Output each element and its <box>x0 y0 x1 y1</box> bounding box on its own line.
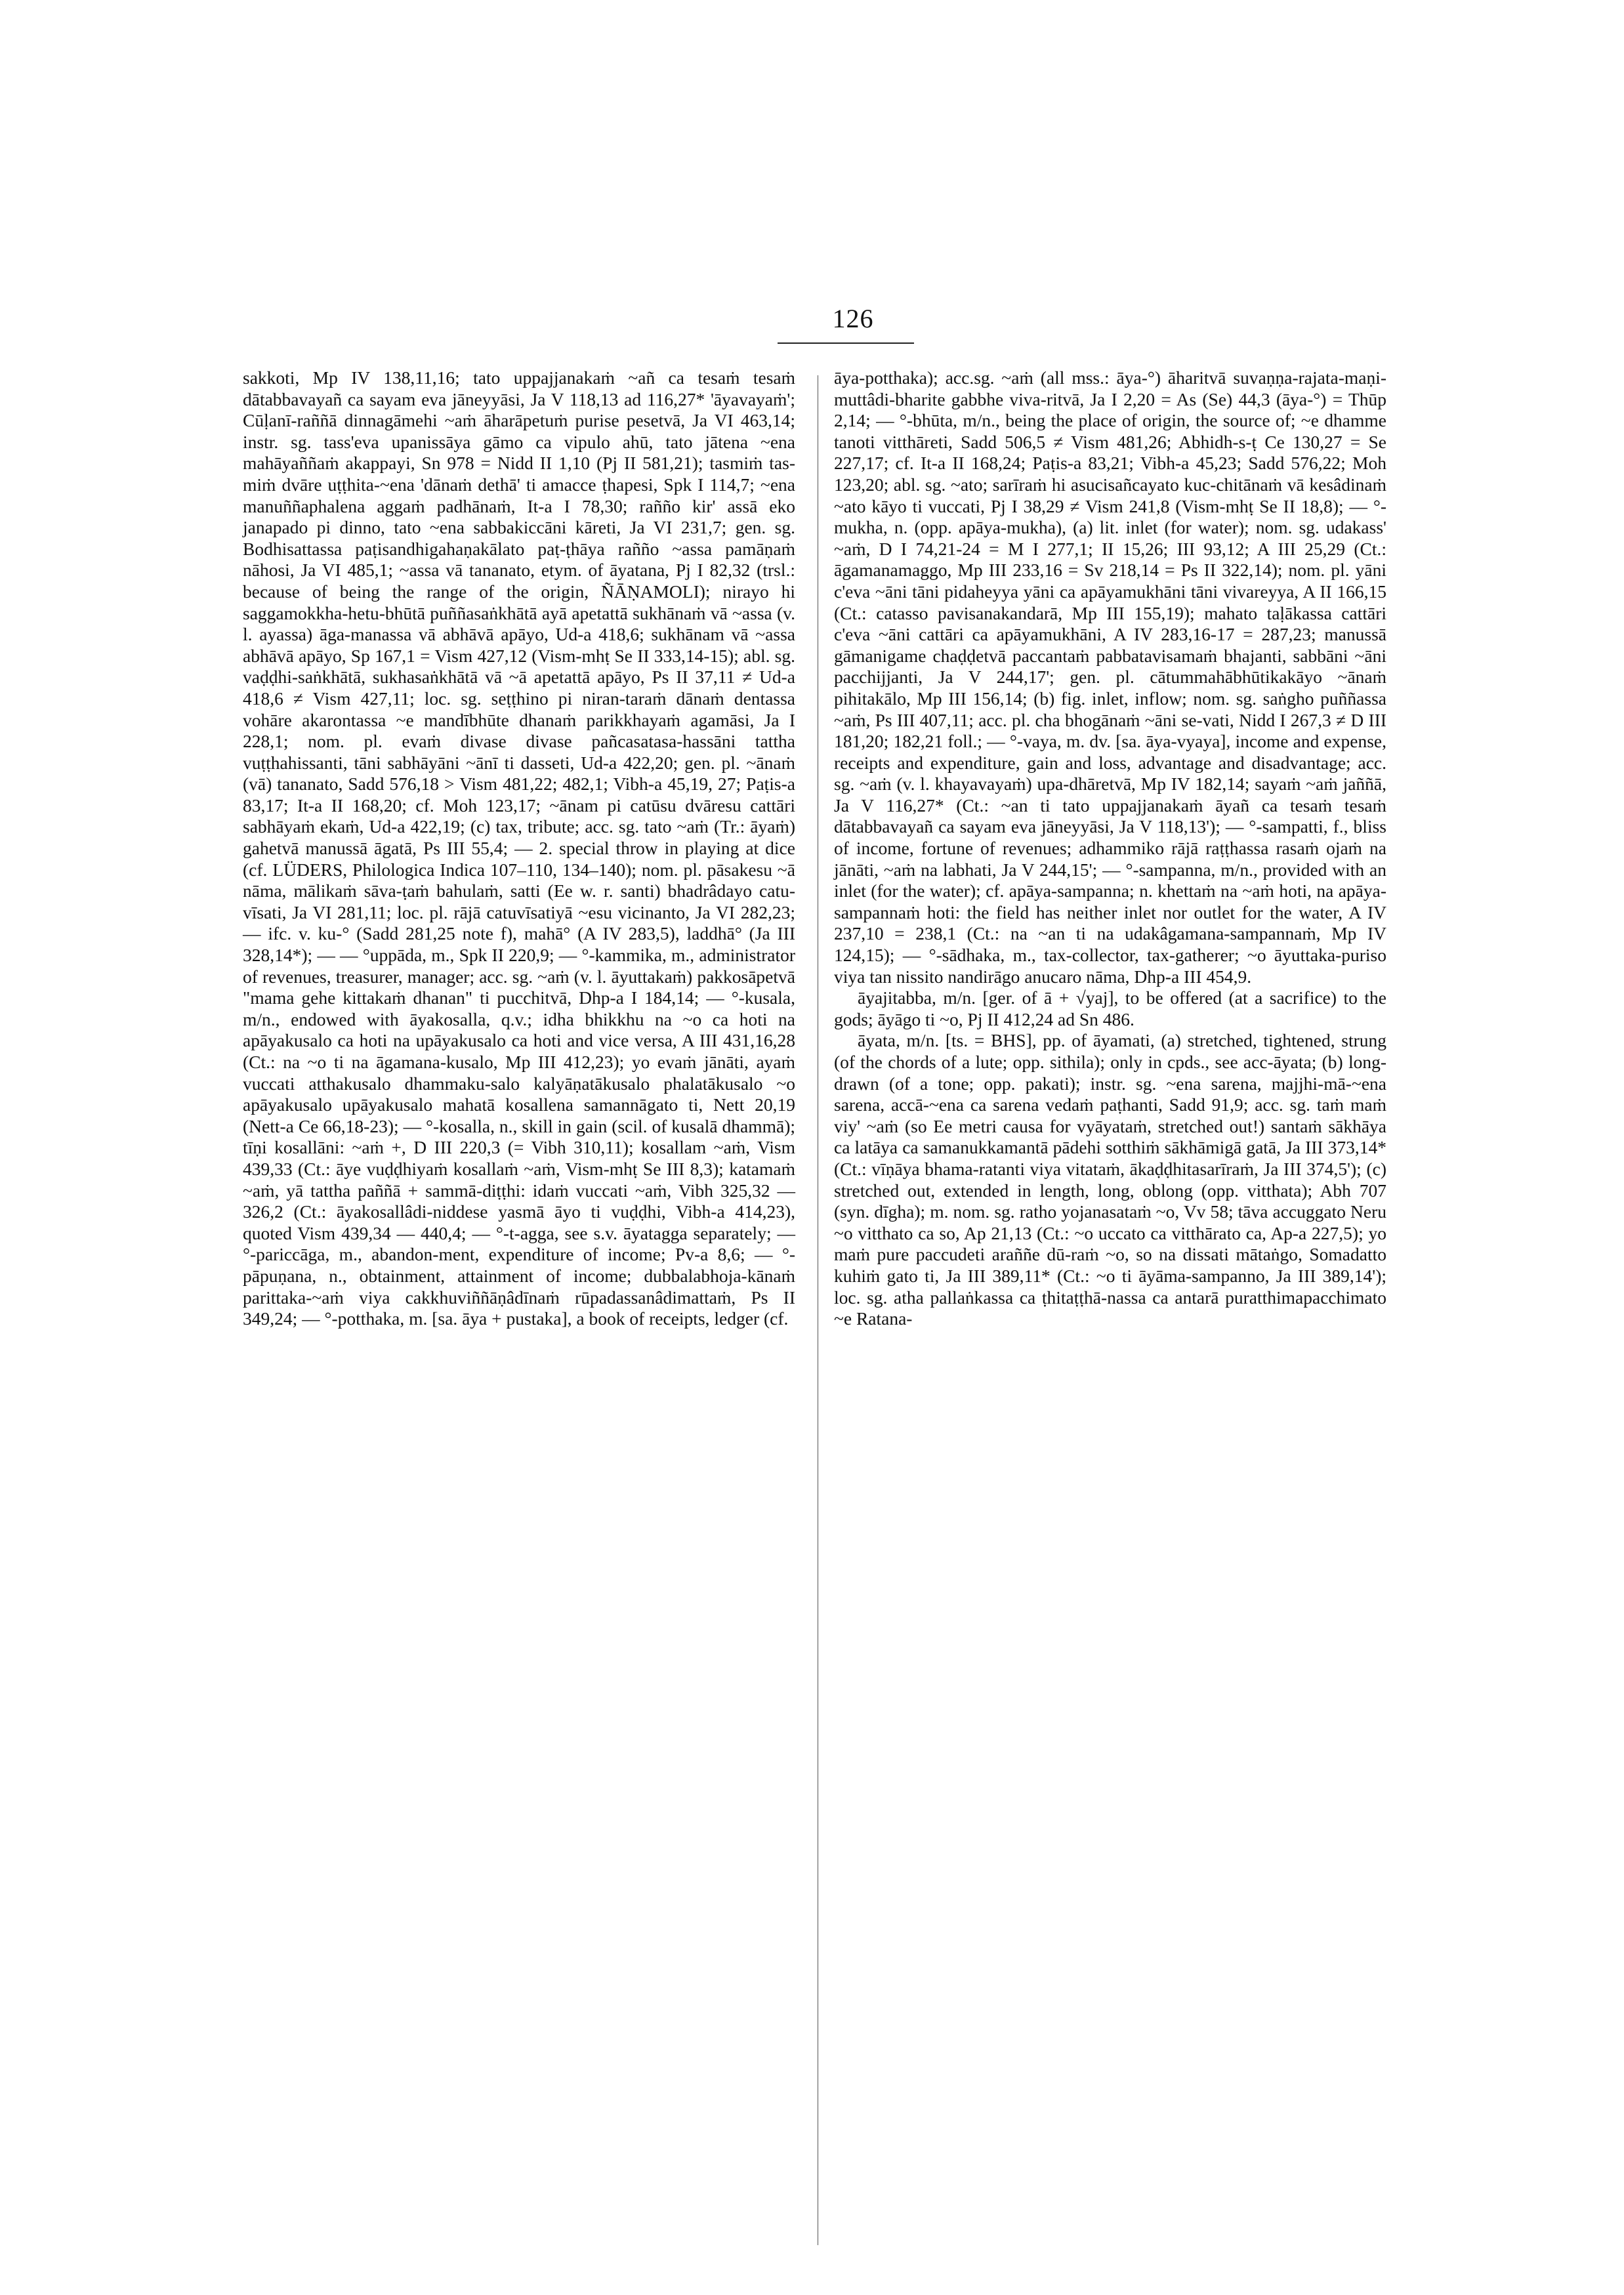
right-column <box>834 367 1386 1330</box>
left-column <box>243 367 795 1330</box>
left-column-text: sakkoti, Mp IV 138,11,16; tato uppajjanakaṁ ~añ ca tesaṁ tesaṁ dātabbavayañ ca sayam eva jāneyyāsi, Ja V 118,13 ad 116,27* 'āyavayaṁ'; Cūḷanī-raññā dinnagāmehi ~aṁ āharāpetuṁ purise pesetvā, Ja VI 463,14; instr. sg. tass'eva upanissāya gāmo ca vipulo ahū, tato jātena ~ena mahāyaññaṁ akappayi, Sn 978 = Nidd II 1,10 (Pj II 581,21); tasmiṁ tas-miṁ dvāre uṭṭhita-~ena 'dānaṁ dethā' ti amacce ṭhapesi, Spk I 114,7; ~ena manuññaphalena aggaṁ padhānaṁ, It-a I 78,30; rañño kir' assā eko janapado pi dinno, tato ~ena sabbakiccāni kāreti, Ja VI 231,7; gen. sg. Bodhisattassa paṭisandhigahaṇakālato paṭ-ṭhāya rañño ~assa pamāṇaṁ nāhosi, Ja VI 485,1; ~assa vā tananato, etym. of āyatana, Pj I 82,32 (trsl.: because of being the range of the origin, ÑĀṆAMOLI); nirayo hi saggamokkha-hetu-bhūtā puññasaṅkhātā ayā apetattā sukhānaṁ vā ~assa (v. l. ayassa) āga-manassa vā abhāvā apāyo, Ud-a 418,6; sukhānam vā ~assa abhāvā apāyo, Sp 167,1 = Vism 427,12 (Vism-mhṭ Se II 333,14-15); abl. sg. vaḍḍhi-saṅkhātā, sukhasaṅkhātā vā ~ā apetattā apāyo, Ps II 37,11 ≠ Ud-a 418,6 ≠ Vism 427,11; loc. sg. seṭṭhino pi niran-taraṁ dānaṁ dentassa vohāre akarontassa ~e mandībhūte dhanaṁ parikkhayaṁ agamāsi, Ja I 228,1; nom. pl. evaṁ divase divase pañcasatasa-hassāni tattha vuṭṭhahissanti, tāni sabhāyāni ~ānī ti dasseti, Ud-a 422,20; gen. pl. ~ānaṁ (vā) tananato, Sadd 576,18 > Vism 481,22; 482,1; Vibh-a 45,19, 27; Paṭis-a 83,17; It-a II 168,20; cf. Moh 123,17; ~ānam pi catūsu dvāresu cattāri sabhāyaṁ ekaṁ, Ud-a 422,19; (c) tax, tribute; acc. sg. tato ~aṁ (Tr.: āyaṁ) gahetvā manussā āgatā, Ps III 55,4; — 2. special throw in playing at dice (cf. LÜDERS, Philologica Indica 107–110, 134–140); nom. pl. pāsakesu ~ā nāma, mālikaṁ sāva-ṭaṁ bahulaṁ, satti (Ee w. r. santi) bhadrâdayo catu-vīsati, Ja VI 281,11; loc. pl. rājā catuvīsatiyā ~esu vicinanto, Ja VI 282,23; — ifc. v. ku-° (Sadd 281,25 note f), mahā° (A IV 283,5), laddhā° (Ja III 328,14*); — — °uppāda, m., Spk II 220,9; — °-kammika, m., administrator of revenues, treasurer, manager; acc. sg. ~aṁ (v. l. āyuttakaṁ) pakkosāpetvā "mama gehe kittakaṁ dhanan" ti pucchitvā, Dhp-a I 184,14; — °-kusala, m/n., endowed with āyakosalla, q.v.; idha bhikkhu na ~o ca hoti na apāyakusalo ca hoti na upāyakusalo ca hoti and vice versa, A III 431,16,28 (Ct.: na ~o ti na āgamana-kusalo, Mp III 412,23); yo evaṁ jānāti, ayaṁ vuccati atthakusalo dhammaku-salo kalyāṇatākusalo phalatākusalo ~o apāyakusalo upāyakusalo mahatā kosallena samannāgato ti, Nett 20,19 (Nett-a Ce 66,18-23); — °-kosalla, n., skill in gain (scil. of kusalā dhammā); tīṇi kosallāni: ~aṁ +, D III 220,3 (= Vibh 310,11); kosallam ~aṁ, Vism 439,33 (Ct.: āye vuḍḍhiyaṁ kosallaṁ ~aṁ, Vism-mhṭ Se III 8,3); katamaṁ ~aṁ, yā tattha paññā + sammā-diṭṭhi: idaṁ vuccati ~aṁ, Vibh 325,32 — 326,2 (Ct.: āyakosallâdi-niddese yasmā āyo ti vuḍḍhi, Vibh-a 414,23), quoted Vism 439,34 — 440,4; — °-t-agga, see s.v. āyatagga separately; — °-pariccāga, m., abandon-ment, expenditure of income; Pv-a 8,6; — °-pāpuṇana, n., obtainment, attainment of income; dubbalabhoja-kānaṁ parittaka-~aṁ viya cakkhuviññāṇâdīnaṁ rūpadassanâdimattaṁ, Ps II 349,24; — °-potthaka, m. [sa. āya + pustaka], a book of receipts, ledger (cf. <box>243 367 795 1329</box>
entry-aya-continued: āya-potthaka); acc.sg. ~aṁ (all mss.: āya-°) āharitvā suvaṇṇa-rajata-maṇi-muttâdi-bharite gabbhe viva-ritvā, Ja I 2,20 = As (Se) 44,3 (āya-°) = Thūp 2,14; — °-bhūta, m/n., being the place of origin, the source of; ~e dhamme tanoti vitthāreti, Sadd 506,5 ≠ Vism 481,26; Abhidh-s-ṭ Ce 130,27 = Se 227,17; cf. It-a II 168,24; Paṭis-a 83,21; Vibh-a 45,23; Sadd 576,22; Moh 123,20; abl. sg. ~ato; sarīraṁ hi asucisañcayato kuc-chitānaṁ vā kesâdinaṁ ~ato kāyo ti vuccati, Pj I 38,29 ≠ Vism 241,8 (Vism-mhṭ Se II 18,8); — °-mukha, n. (opp. apāya-mukha), (a) lit. inlet (for water); nom. sg. udakass' ~aṁ, D I 74,21-24 = M I 277,1; II 15,26; III 93,12; A III 25,29 (Ct.: āgamanamaggo, Mp III 233,16 = Sv 218,14 = Ps II 322,14); nom. pl. yāni c'eva ~āni tāni pidaheyya yāni ca apāyamukhāni tāni vivareyya, A II 166,15 (Ct.: catasso pavisanakandarā, Mp III 155,19); mahato taḷākassa cattāri c'eva ~āni cattāri ca apāyamukhāni, A IV 283,16-17 = 287,23; manussā gāmanigame chaḍḍetvā paccantaṁ pabbatavisamaṁ bhajanti, sabbāni ~āni pacchijjanti, Ja V 244,17'; gen. pl. cātummahābhūtikakāyo ~ānaṁ pihitakālo, Mp III 156,14; (b) fig. inlet, inflow; nom. sg. saṅgho puññassa ~aṁ, Ps III 407,11; acc. pl. cha bhogānaṁ ~āni se-vati, Nidd I 267,3 ≠ D III 181,20; 182,21 foll.; — °-vaya, m. dv. [sa. āya-vyaya], income and expense, receipts and expenditure, gain and loss, advantage and disadvantage; acc. sg. ~aṁ (v. l. khayavayaṁ) upa-dhāretvā, Mp IV 182,14; sayaṁ ~aṁ jaññā, Ja V 116,27* (Ct.: ~an ti tato uppajjanakaṁ āyañ ca tesaṁ tesaṁ dātabbavayañ ca sayam eva jāneyyāsi, Ja V 118,13'); — °-sampatti, f., bliss of income, fortune of revenues; adhammiko rājā raṭṭhassa rasaṁ ojaṁ na jānāti, ~aṁ na labhati, Ja V 244,15'; — °-sampanna, m/n., provided with an inlet (for the water); cf. apāya-sampanna; n. khettaṁ na ~aṁ hoti, na apāya-sampannaṁ hoti: the field has neither inlet nor outlet for the water, A IV 237,10 = 238,1 (Ct.: na ~an ti na udakâgamana-sampannaṁ, Mp IV 124,15); — °-sādhaka, m., tax-collector, tax-gatherer; ~o āyuttaka-puriso viya tan nissito nandirāgo anucaro nāma, Dhp-a III 454,9. <box>834 367 1386 987</box>
page-number: 126 <box>832 304 874 333</box>
entry-ayata: āyata, m/n. [ts. = BHS], pp. of āyamati, (a) stretched, tightened, strung (of the chords of a lute; opp. sithila); only in cpds., see acc-āyata; (b) long-drawn (of a tone; opp. pakati); instr. sg. ~ena sarena, majjhi-mā-~ena sarena, accā-~ena ca sarena vedaṁ paṭhanti, Sadd 91,9; acc. sg. taṁ maṁ viy' ~aṁ (so Ee metri causa for vyāyataṁ, stretched out!) santaṁ sākhāya ca latāya ca samanukkamantā pādehi sotthiṁ sākhāmigā gatā, Ja III 373,14* (Ct.: vīṇāya bhama-ratanti viya vitataṁ, ākaḍḍhitasarīraṁ, Ja III 374,5'); (c) stretched out, extended in length, long, oblong (opp. vitthata); Abh 707 (syn. dīgha); m. nom. sg. ratho yojanasataṁ ~o, Vv 58; tāva accuggato Neru ~o vitthato ca so, Ap 21,13 (Ct.: ~o uccato ca vitthārato ca, Ap-a 227,5); yo maṁ pure paccudeti araññe dū-raṁ ~o, so na dissati mātaṅgo, Somadatto kuhiṁ gato ti, Ja III 389,11* (Ct.: ~o ti āyāma-sampanno, Ja III 389,14'); loc. sg. atha pallaṅkassa ca ṭhitaṭṭhā-nassa ca antarā puratthimapacchimato ~e Ratana- <box>834 1030 1386 1329</box>
entry-ayajitabba: āyajitabba, m/n. [ger. of ā + √yaj], to be offered (at a sacrifice) to the gods; āyāgo ti ~o, Pj II 412,24 ad Sn 486. <box>834 987 1386 1029</box>
page-number-rule <box>778 342 914 344</box>
